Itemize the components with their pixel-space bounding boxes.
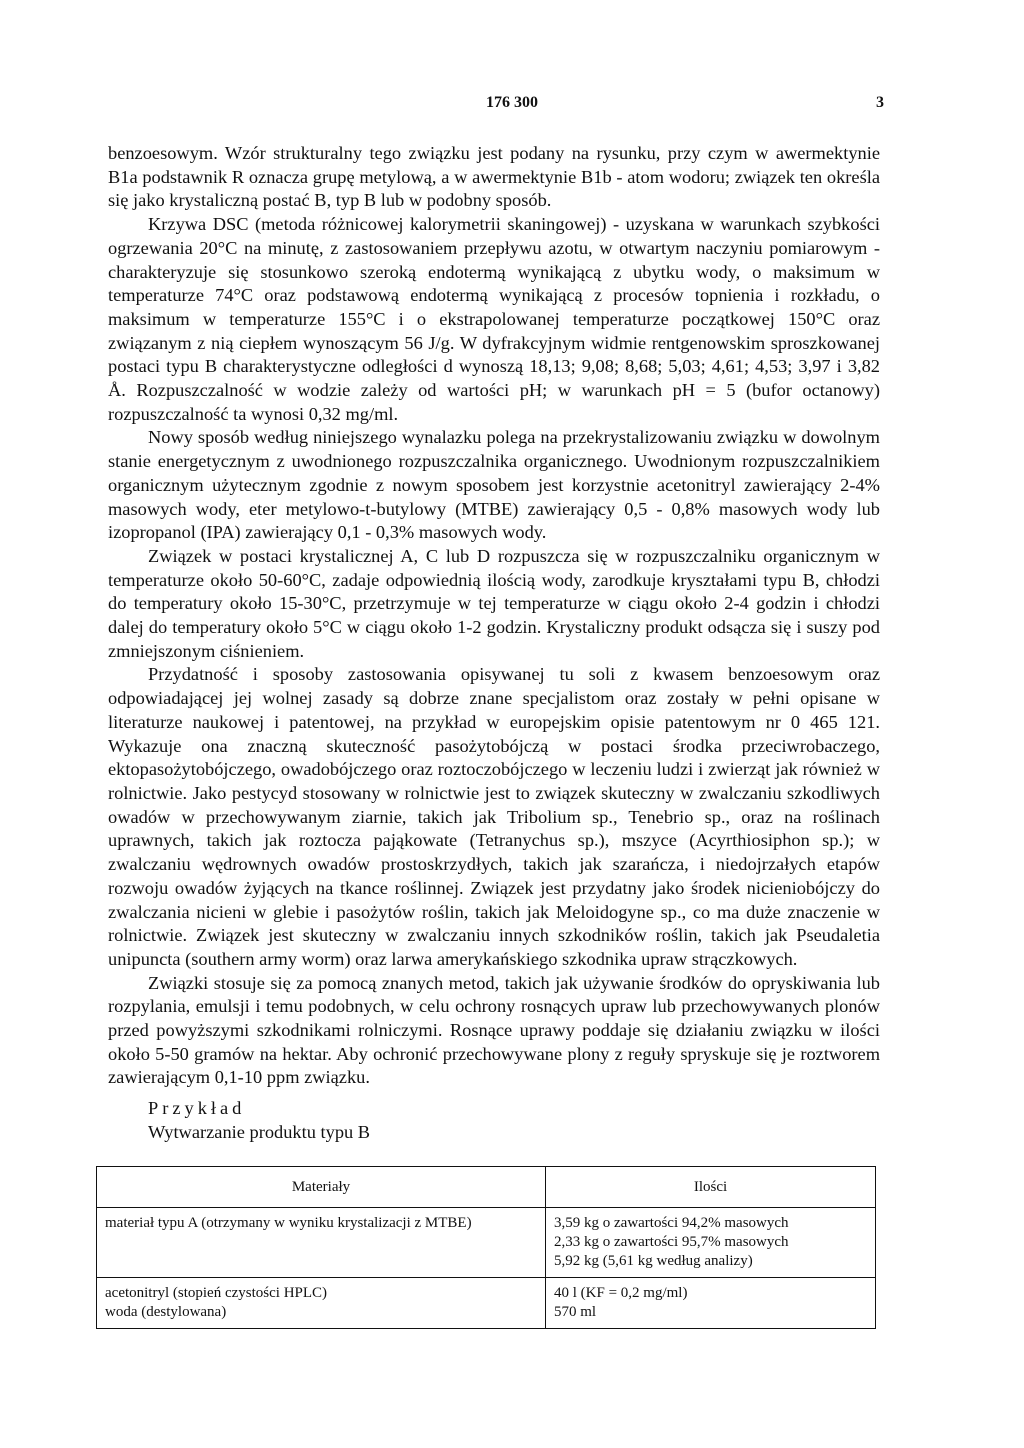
paragraph: Związki stosuje się za pomocą znanych metod, takich jak używanie środków do opryskiwania lub rozpylania, emulsji i temu podobnych, w celu ochrony rosnących upraw lub przechowywanych plonów przed powyższymi szkodnikami rolniczymi. Rosnące uprawy poddaje się działaniu związku w ilości około 5-50 gramów na hektar. Aby ochronić przechowywane plony z reguły spryskuje się je roztworem zawierającym 0,1-10 ppm związku. xyxy=(108,972,880,1088)
table-cell xyxy=(97,1208,546,1278)
cell-line: 570 ml xyxy=(554,1304,597,1320)
table-cell xyxy=(97,1278,546,1329)
table-header-cell: Materiały xyxy=(97,1167,546,1208)
table-header-cell: Ilości xyxy=(546,1167,876,1208)
table-cell xyxy=(546,1208,876,1278)
example-subheading: Wytwarzanie produktu typu B xyxy=(148,1122,371,1142)
cell-line: 5,92 kg (5,61 kg według analizy) xyxy=(554,1253,753,1269)
paragraph: Krzywa DSC (metoda różnicowej kalorymetrii skaningowej) - uzyskana w warunkach szybkości ogrzewania 20°C na minutę, z zastosowaniem przepływu azotu, w otwartym naczyniu pomiarowym - charakteryzuje się stosunkowo szeroką endotermą wynikającą z ubytku wody, o maksimum w temperaturze 74°C oraz podstawową endotermą wynikającą z procesów topnienia i rozkładu, o maksimum w temperaturze 155°C i o ekstrapolowanej temperaturze początkowej 150°C oraz związanym z nią ciepłem wynoszącym 56 J/g. W dyfrakcyjnym widmie rentgenowskim sproszkowanej postaci typu B charakterystyczne odległości d wynoszą 18,13; 9,08; 8,68; 5,03; 4,61; 4,53; 3,97 i 3,82 Å. Rozpuszczalność w wodzie zależy od wartości pH; w warunkach pH = 5 (bufor octanowy) rozpuszczalność ta wynosi 0,32 mg/ml. xyxy=(108,214,880,424)
cell-line: materiał typu A (otrzymany w wyniku krystalizacji z MTBE) xyxy=(105,1215,472,1231)
paragraph: Przydatność i sposoby zastosowania opisywanej tu soli z kwasem benzoesowym oraz odpowiadającej jej wolnej zasady są dobrze znane specjalistom oraz zostały w pełni opisane w literaturze naukowej i patentowej, na przykład w europejskim opisie patentowym nr 0 465 121. Wykazuje ona znaczną skuteczność pasożytobójczą w postaci środka przeciwrobaczego, ektopasożytobójczego, owadobójczego oraz roztoczobójczego w leczeniu ludzi i zwierząt jak również w rolnictwie. Jako pestycyd stosowany w rolnictwie jest to związek skuteczny w zwalczaniu szkodliwych owadów w przechowywanym ziarnie, takich jak Tribolium sp., Tenebrio sp., oraz na roślinach uprawnych, takich jak roztocza pająkowate (Tetranychus sp.), mszyce (Acyrthiosiphon sp.); w zwalczaniu wędrownych owadów prostoskrzydłych, takich jak szarańcza, i niedojrzałych etapów rozwoju owadów żyjących na tkance roślinnej. Związek jest przydatny jako środek nicieniobójczy do zwalczania nicieni w glebie i pasożytów roślin, takich jak Meloidogyne sp., co ma duże znaczenie w rolnictwie. Związek jest skuteczny w zwalczaniu innych szkodników roślin, takich jak Pseudaletia unipuncta (southern army worm) oraz larwa amerykańskiego szkodnika upraw strączkowych. xyxy=(108,664,880,969)
table-row xyxy=(97,1208,876,1278)
paragraph: Związek w postaci krystalicznej A, C lub D rozpuszcza się w rozpuszczalniku organicznym w temperaturze około 50-60°C, zadaje odpowiednią ilością wody, zarodkuje kryształami typu B, chłodzi do temperatury około 15-30°C, przetrzymuje w tej temperaturze w ciągu około 2-4 godzin i chłodzi dalej do temperatury około 5°C w ciągu około 1-2 godzin. Krystaliczny produkt odsącza się i suszy pod zmniejszonym ciśnieniem. xyxy=(108,545,880,661)
materials-table xyxy=(96,1166,876,1329)
cell-line: acetonitryl (stopień czystości HPLC) xyxy=(105,1285,328,1301)
paragraph: benzoesowym. Wzór strukturalny tego związku jest podany na rysunku, przy czym w awermektynie B1a podstawnik R oznacza grupę metylową, a w awermektynie B1b - atom wodoru; związek ten określa się jako krystaliczną postać B, typ B lub w podobny sposób. xyxy=(108,143,880,211)
example-heading: Przykład xyxy=(148,1098,246,1118)
cell-line: 2,33 kg o zawartości 95,7% masowych xyxy=(554,1234,789,1250)
body-text xyxy=(108,142,880,1090)
example-section xyxy=(148,1096,370,1144)
table-header-row xyxy=(97,1167,876,1208)
table-row xyxy=(97,1278,876,1329)
patent-number: 176 300 xyxy=(486,94,538,111)
cell-line: 40 l (KF = 0,2 mg/ml) xyxy=(554,1285,688,1301)
cell-line: 3,59 kg o zawartości 94,2% masowych xyxy=(554,1215,789,1231)
table-cell xyxy=(546,1278,876,1329)
paragraph: Nowy sposób według niniejszego wynalazku polega na przekrystalizowaniu związku w dowolnym stanie energetycznym z uwodnionego rozpuszczalnika organicznego. Uwodnionym rozpuszczalnikiem organicznym użytecznym zgodnie z nowym sposobem jest korzystnie acetonitryl zawierający 2-4% masowych wody, eter metylowo-t-butylowy (MTBE) zawierający 0,5 - 0,8% masowych wody lub izopropanol (IPA) zawierający 0,1 - 0,3% masowych wody. xyxy=(108,427,880,543)
cell-line: woda (destylowana) xyxy=(105,1304,227,1320)
page-header xyxy=(0,94,1024,116)
page-number: 3 xyxy=(876,94,884,111)
